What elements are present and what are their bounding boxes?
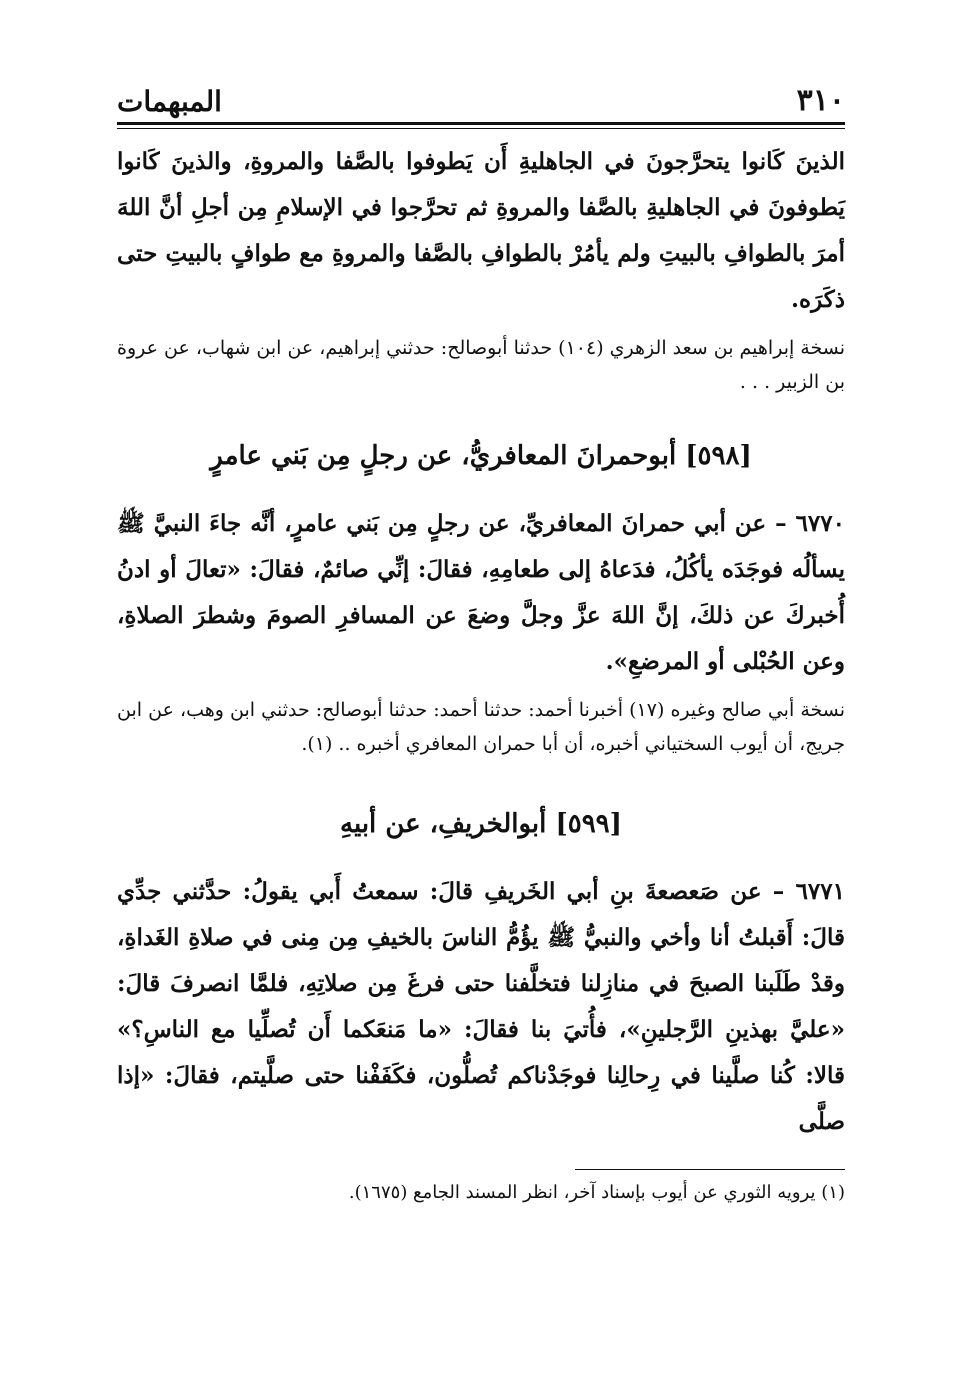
- chapter-heading: [٥٩٩] أبوالخريفِ، عن أبيهِ: [340, 809, 622, 839]
- header-rule: [117, 122, 845, 129]
- source-chain-text: نسخة أبي صالح وغيره (١٧) أخبرنا أحمد: حدثنا أحمد: حدثنا أبوصالح: حدثني ابن وهب، عن ابن جريج، أن أيوب السختياني أخبره، أن أبا حمران المعافري أخبره .. (١).: [117, 699, 846, 755]
- chapter-heading: [٥٩٨] أبوحمرانَ المعافريُّ، عن رجلٍ مِن بَني عامرٍ: [210, 441, 752, 471]
- running-header: [117, 78, 845, 118]
- footnote-rule: [575, 1169, 845, 1170]
- hadith-text: ٦٧٧١ – عن صَعصعةَ بنِ أبي الخَريفِ قالَ: سمعتُ أَبي يقولُ: حدَّثني جدِّي قالَ: أَقبلتُ أنا وأخي والنبيُّ ﷺ يؤُمُّ الناسَ بالخيفِ مِن مِنى في صلاةِ الغَداةِ، وقدْ طَلَبنا الصبحَ في منازِلنا فتخلَّفنا حتى فرغَ مِن صلاتِهِ، فلمَّا انصرفَ قالَ: «عليَّ بهذينِ الرَّجلينِ»، فأُتيَ بنا فقالَ: «ما مَنعَكما أَن تُصلِّيا مع الناسِ؟» قالا: كُنا صلَّينا في رِحالِنا فوجَدْناكم تُصلُّون، فكَفَفْنا حتى صلَّيتم، فقالَ: «إذا صلَّى: [117, 878, 845, 1135]
- footnote: (١) يرويه الثوري عن أيوب بإسناد آخر، انظر المسند الجامع (١٦٧٥).: [348, 1182, 845, 1203]
- hadith-continuation-text: الذينَ كَانوا يتحرَّجونَ في الجاهليةِ أَن يَطوفوا بالصَّفا والمروةِ، والذينَ كَانوا يَطوفونَ في الجاهليةِ بالصَّفا والمروةِ ثم تحرَّجوا في الإسلامِ مِن أجلِ أنَّ اللهَ أمرَ بالطوافِ بالبيتِ ولم يأمُرْ بالطوافِ بالصَّفا والمروةِ مع طوافٍ بالبيتِ حتى ذكَرَه.: [117, 148, 845, 313]
- book-page: [117, 78, 845, 1208]
- section-title: المبهمات: [117, 85, 222, 118]
- source-chain-text: نسخة إبراهيم بن سعد الزهري (١٠٤) حدثنا أبوصالح: حدثني إبراهيم، عن ابن شهاب، عن عروة بن الزبير . . .: [117, 337, 845, 393]
- page-number: ٣١٠: [796, 83, 845, 118]
- hadith-text: ٦٧٧٠ – عن أبي حمرانَ المعافريِّ، عن رجلٍ مِن بَني عامرٍ، أنَّه جاءَ النبيَّ ﷺ يسألُه فوجَدَه يأكُلُ، فدَعاهُ إلى طعامِهِ، فقالَ: إنِّي صائمٌ، فقالَ: «تعالَ أو ادنُ أُخبركَ عن ذلكَ، إنَّ اللهَ عزَّ وجلَّ وضعَ عن المسافرِ الصومَ وشطرَ الصلاةِ، وعن الحُبْلى أو المرضعِ».: [117, 510, 845, 675]
